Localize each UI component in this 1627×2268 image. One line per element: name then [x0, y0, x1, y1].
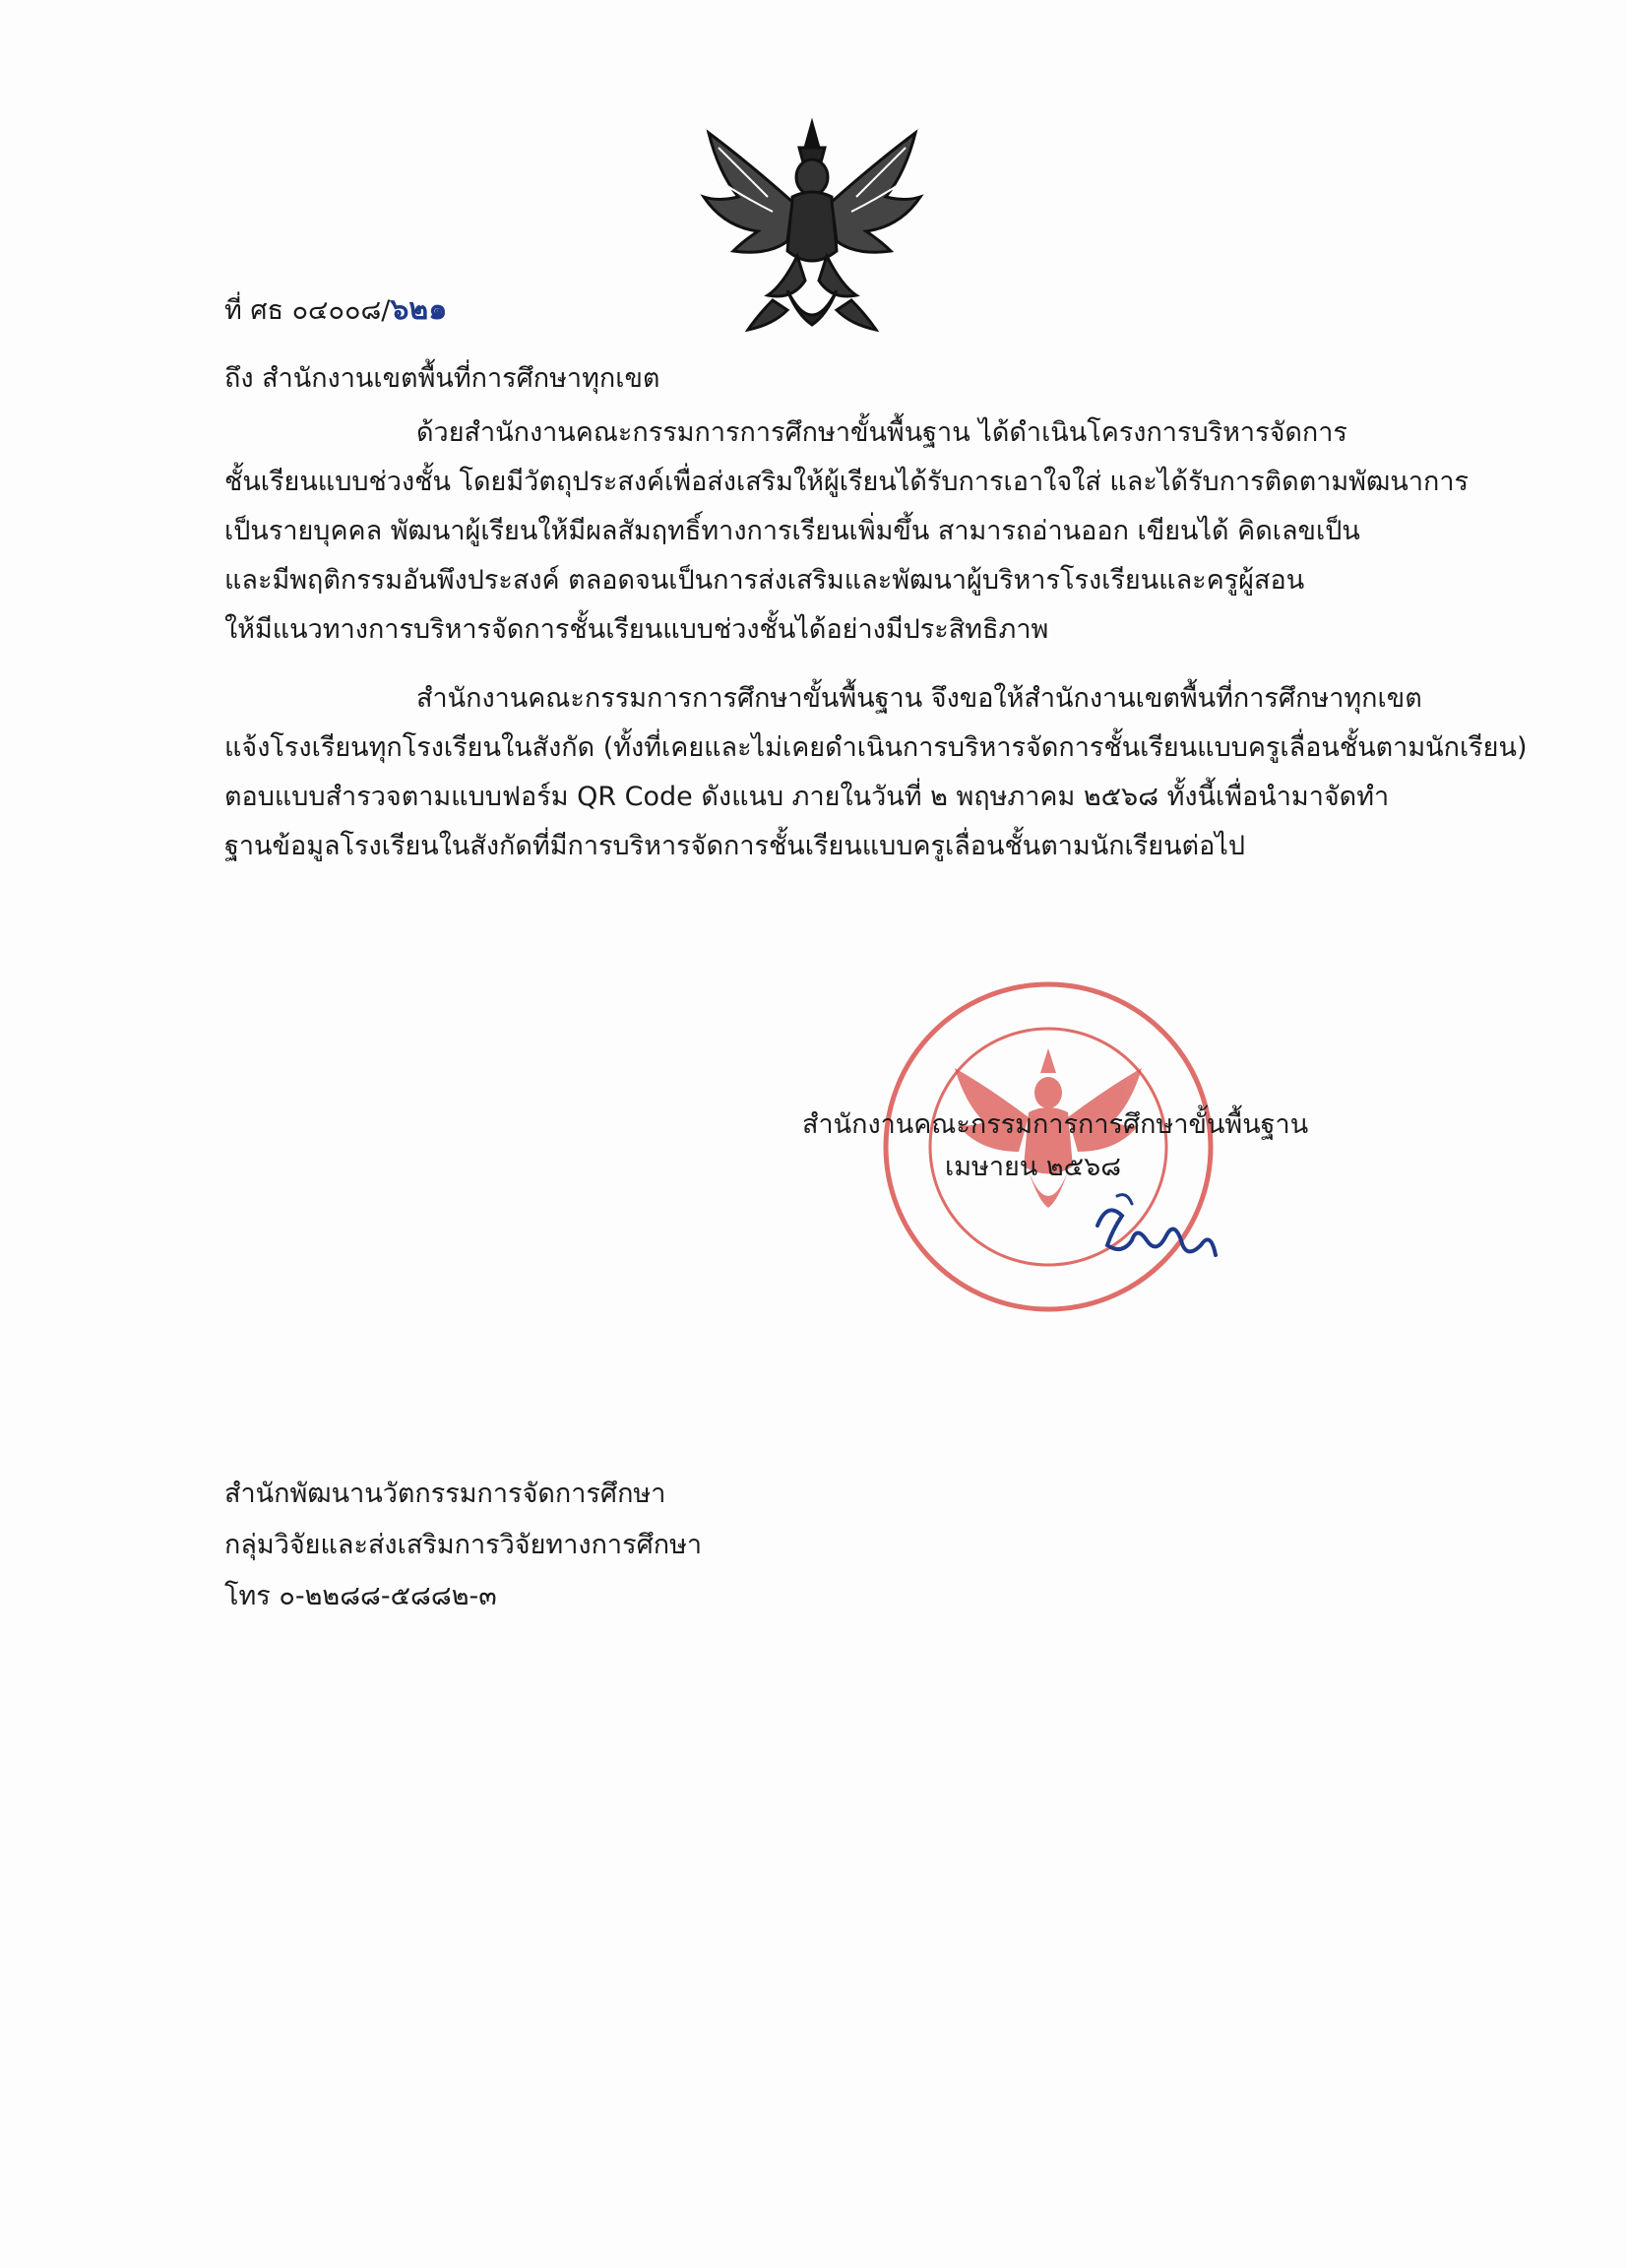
signoff-date: เมษายน ๒๕๖๘	[945, 1152, 1122, 1182]
reference-handwritten: ๖๒๑	[390, 292, 448, 327]
footer-department: สำนักพัฒนานวัตกรรมการจัดการศึกษา	[224, 1479, 666, 1509]
paragraph-1-line-3: เป็นรายบุคคล พัฒนาผู้เรียนให้มีผลสัมฤทธิ์ทางการเรียนเพิ่มขึ้น สามารถอ่านออก เขียนได้ คิดเลขเป็น	[224, 516, 1360, 546]
reference-number	[224, 292, 447, 329]
paragraph-1-line-4: และมีพฤติกรรมอันพึงประสงค์ ตลอดจนเป็นการส่งเสริมและพัฒนาผู้บริหารโรงเรียนและครูผู้สอน	[224, 565, 1305, 596]
garuda-emblem-icon	[689, 103, 935, 349]
paragraph-1-line-5: ให้มีแนวทางการบริหารจัดการชั้นเรียนแบบช่วงชั้นได้อย่างมีประสิทธิภาพ	[224, 614, 1049, 645]
paragraph-2-line-4: ฐานข้อมูลโรงเรียนในสังกัดที่มีการบริหารจัดการชั้นเรียนแบบครูเลื่อนชั้นตามนักเรียนต่อไป	[224, 831, 1246, 861]
paragraph-2-line-3: ตอบแบบสำรวจตามแบบฟอร์ม QR Code ดังแนบ ภายในวันที่ ๒ พฤษภาคม ๒๕๖๘ ทั้งนี้เพื่อนำมาจัดทำ	[224, 782, 1390, 812]
footer-group: กลุ่มวิจัยและส่งเสริมการวิจัยทางการศึกษา	[224, 1530, 703, 1560]
footer-phone: โทร ๐-๒๒๘๘-๕๘๘๒-๓	[224, 1581, 497, 1611]
paragraph-1-line-1: ด้วยสำนักงานคณะกรรมการการศึกษาขั้นพื้นฐาน ได้ดำเนินโครงการบริหารจัดการ	[416, 417, 1347, 448]
reference-prefix: ที่ ศธ ๐๔๐๐๘/	[224, 295, 391, 326]
handwritten-signature-icon	[1088, 1186, 1225, 1275]
paragraph-1-line-2: ชั้นเรียนแบบช่วงชั้น โดยมีวัตถุประสงค์เพื่อส่งเสริมให้ผู้เรียนได้รับการเอาใจใส่ และได้รับการติดตามพัฒนาการ	[224, 467, 1470, 497]
paragraph-2-line-1: สำนักงานคณะกรรมการการศึกษาขั้นพื้นฐาน จึงขอให้สำนักงานเขตพื้นที่การศึกษาทุกเขต	[416, 683, 1422, 714]
recipient-line: ถึง สำนักงานเขตพื้นที่การศึกษาทุกเขต	[224, 363, 660, 394]
paragraph-2-line-2: แจ้งโรงเรียนทุกโรงเรียนในสังกัด (ทั้งที่เคยและไม่เคยดำเนินการบริหารจัดการชั้นเรียนแบบครูเลื่อนชั้นตามนักเรียน)	[224, 732, 1528, 763]
signoff-office: สำนักงานคณะกรรมการการศึกษาขั้นพื้นฐาน	[802, 1109, 1309, 1140]
